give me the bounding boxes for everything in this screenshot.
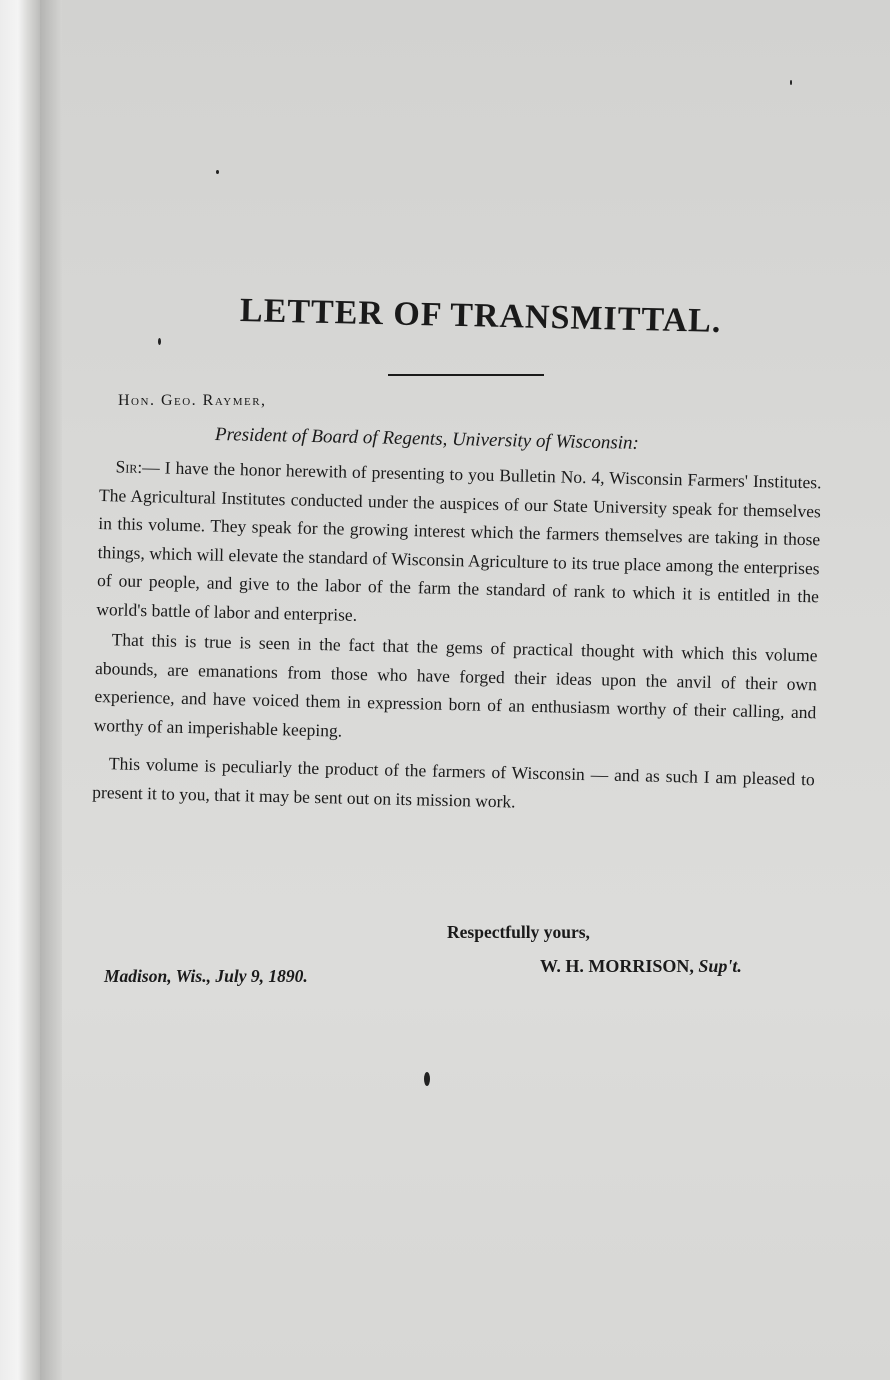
paragraph-text: — I have the honor herewith of presenting to you Bulletin No. 4, Wisconsin Farmers' Institutes. The Agricultural Institutes conducted under the auspices of our State University speak for themselves in this volume. They speak for the growing interest which the farmers themselves are taking in those things, which will elevate the standard of Wisconsin Agriculture to its true place among the enterprises of our people, and give to the labor of the farm the standard of rank to which it is entitled in the world's battle of labor and enterprise. (96, 456, 822, 625)
salutation: Sir: (115, 456, 143, 477)
ink-speck (216, 170, 219, 174)
ink-speck (424, 1072, 430, 1086)
binding-shadow (40, 0, 62, 1380)
body-paragraph: That this is true is seen in the fact that the gems of practical thought with which this volume abounds, are emanations from those who have forged their ideas upon the anvil of their own experience, and have voiced them in expression born of an enthusiasm worthy of their calling, and worthy of an imperishable keeping. (93, 629, 818, 741)
closing-line: Respectfully yours, (447, 922, 590, 942)
signature (540, 956, 742, 977)
ink-speck (158, 338, 161, 345)
ink-speck (790, 80, 792, 85)
signature-title: Sup't. (698, 956, 742, 976)
body-paragraph (96, 452, 822, 639)
addressee-position: President of Board of Regents, University of Wisconsin: (214, 424, 640, 454)
heading-divider (388, 374, 544, 376)
letter-heading: LETTER OF TRANSMITTAL. (239, 292, 722, 340)
letter-body (92, 452, 822, 822)
addressee-name: Hon. Geo. Raymer, (118, 392, 267, 409)
adjacent-page-edge (0, 0, 40, 1380)
body-paragraph: This volume is peculiarly the product of the farmers of Wisconsin — and as such I am pleased to present it to you, that it may be sent out on its mission work. (92, 753, 815, 812)
signature-name: W. H. MORRISON, (540, 956, 694, 976)
place-and-date: Madison, Wis., July 9, 1890. (104, 966, 308, 986)
